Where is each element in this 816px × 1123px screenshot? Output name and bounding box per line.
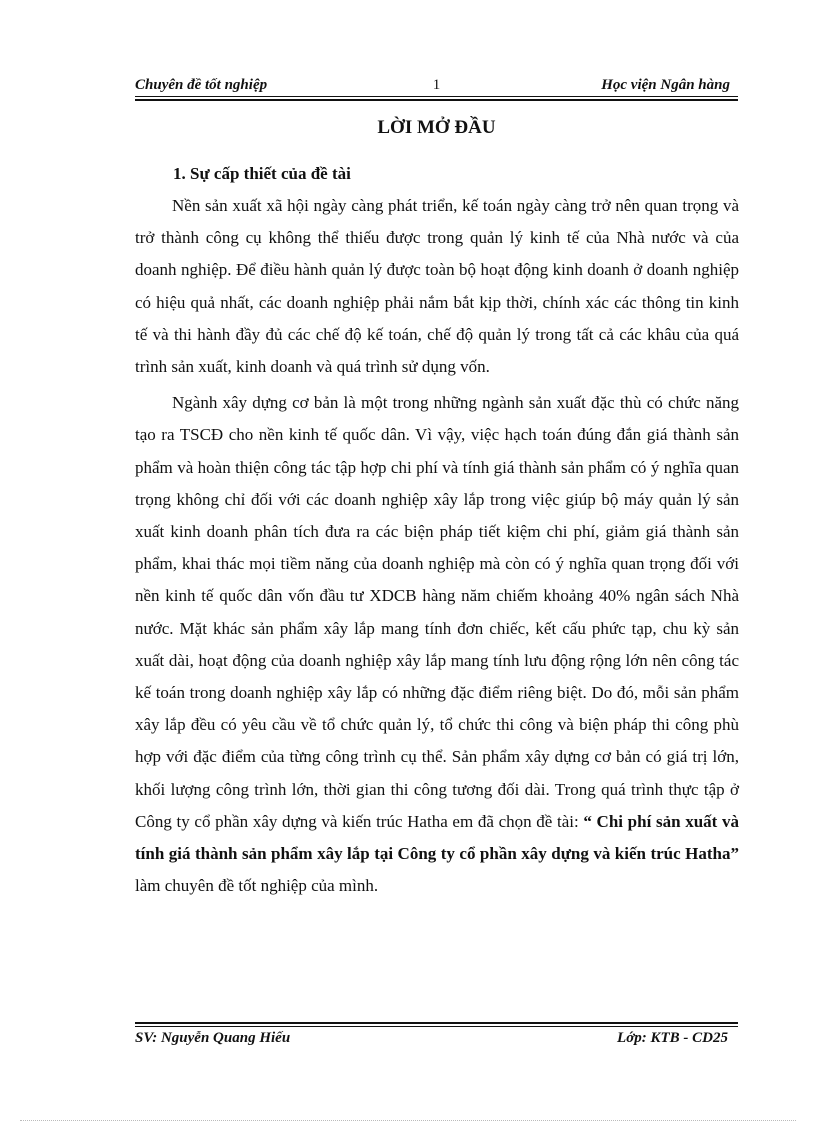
header-divider [135, 96, 738, 97]
paragraph-closing: làm chuyên đề tốt nghiệp của mình. [135, 876, 379, 896]
page-number: 1 [432, 77, 441, 93]
footer-class: Lớp: KTB - CD25 [617, 1030, 728, 1046]
footer-student: SV: Nguyễn Quang Hiếu [135, 1030, 291, 1046]
header-document-type: Chuyên đề tốt nghiệp [135, 77, 268, 93]
page-header [135, 75, 738, 96]
page-title: LỜI MỞ ĐẦU [377, 117, 496, 138]
footer-divider [135, 1026, 738, 1027]
body-text [135, 190, 739, 906]
header-institution: Học viện Ngân hàng [601, 77, 730, 93]
page-edge [20, 1120, 796, 1121]
footer-divider-thick [135, 1022, 738, 1024]
thesis-topic: “ Chi phí sản xuất và tính giá thành sản phẩm xây lắp tại Công ty cổ phần xây dựng và kiến trúc Hatha” [135, 811, 739, 864]
paragraph [135, 387, 739, 902]
paragraph-text: Ngành xây dựng cơ bản là một trong những ngành sản xuất đặc thù có chức năng tạo ra TSCĐ cho nền kinh tế quốc dân. Vì vậy, việc hạch toán đúng đắn giá thành sản phẩm và hoàn thiện công tác tập hợp chi phí và tính giá thành sản phẩm có ý nghĩa quan trọng không chỉ đối với các doanh nghiệp xây lắp trong việc giúp bộ máy quản lý sản xuất kinh doanh phân tích đưa ra các biện pháp tiết kiệm chi phí, giảm giá thành sản phẩm, khai thác mọi tiềm năng của doanh nghiệp mà còn có ý nghĩa quan trọng đối với nền kinh tế quốc dân vốn đầu tư XDCB hàng năm chiếm khoảng 40% ngân sách Nhà nước. Mặt khác sản phẩm xây lắp mang tính đơn chiếc, kết cấu phức tạp, chu kỳ sản xuất dài, hoạt động của doanh nghiệp xây lắp mang tính lưu động rộng lớn nên công tác kế toán trong doanh nghiệp xây lắp có những đặc điểm riêng biệt. Do đó, mỗi sản phẩm xây lắp đều có yêu cầu về tổ chức quản lý, tổ chức thi công và biện pháp thi công phù hợp với đặc điểm của từng công trình cụ thể. Sản phẩm xây dựng cơ bản có giá trị lớn, khối lượng công trình lớn, thời gian thi công tương đối dài. Trong quá trình thực tập ở Công ty cổ phần xây dựng và kiến trúc Hatha em đã chọn đề tài: [135, 393, 739, 831]
section-heading: 1. Sự cấp thiết của đề tài [173, 164, 351, 183]
header-divider-thick [135, 99, 738, 101]
paragraph: Nền sản xuất xã hội ngày càng phát triển, kế toán ngày càng trở nên quan trọng và trở thành công cụ không thể thiếu được trong quản lý kinh tế của Nhà nước và của doanh nghiệp. Để điều hành quản lý được toàn bộ hoạt động kinh doanh ở doanh nghiệp có hiệu quả nhất, các doanh nghiệp phải nắm bắt kịp thời, chính xác các thông tin kinh tế và thi hành đầy đủ các chế độ kế toán, chế độ quản lý trong tất cả các khâu của quá trình sản xuất, kinh doanh và quá trình sử dụng vốn. [135, 196, 739, 377]
